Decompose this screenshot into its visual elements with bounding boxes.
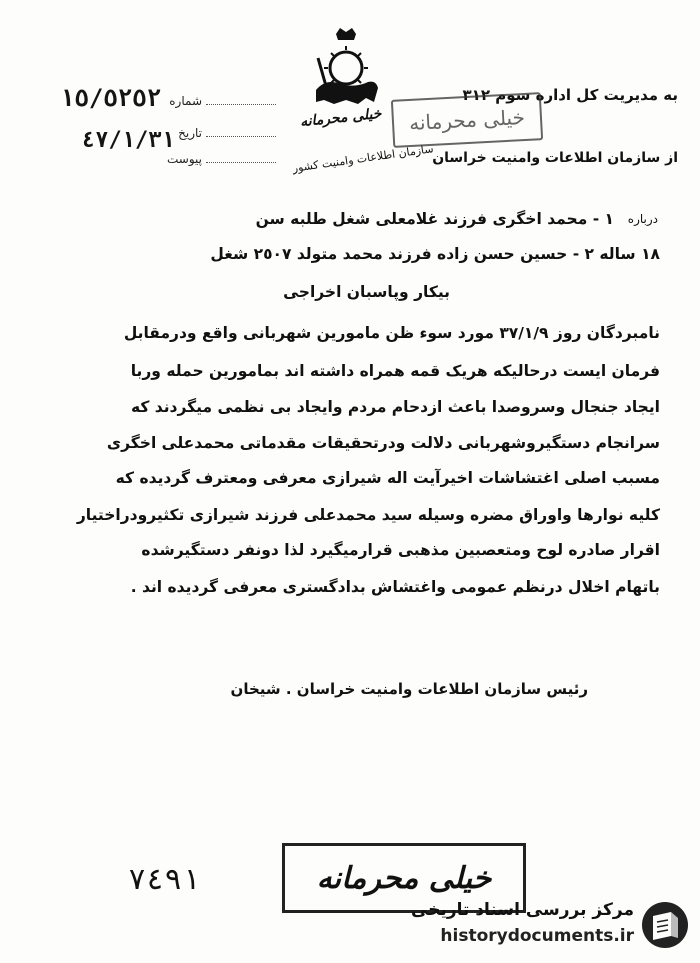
page-number: ٧٤٩١: [128, 862, 201, 897]
attach-dots: [206, 162, 276, 163]
lion-and-sun-emblem-icon: [306, 28, 386, 110]
department-line: به مدیریت کل اداره سوم ٣١٢: [462, 86, 678, 104]
date-label: تاریخ: [178, 126, 202, 140]
watermark: [411, 898, 690, 954]
watermark-url: historydocuments.ir: [440, 926, 634, 946]
handwritten-signature: خیلی محرمانه: [299, 105, 383, 131]
organization-line: از سازمان اطلاعات وامنیت خراسان: [432, 150, 678, 166]
attach-label: پیوست: [167, 152, 202, 166]
subject-line-1: ١ - محمد اخگری فرزند غلامعلی شغل طلبه سن: [255, 210, 614, 228]
body-line: نامبردگان روز ٣٧/١/٩ مورد سوء ظن مامورین شهربانی واقع ودرمقابل: [123, 324, 660, 342]
bottom-classification-stamp: خیلی محرمانه: [282, 843, 526, 913]
number-dots: [206, 104, 276, 105]
body-line: فرمان ایست درحالیکه هریک قمه همراه داشته اند بمامورین حمله وربا: [130, 362, 660, 380]
subject-label: درباره: [627, 212, 658, 226]
watermark-title: مرکز بررسی اسناد تاریخی: [411, 900, 634, 920]
body-line: ایجاد جنجال وسروصدا باعث ازدحام مردم وایجاد بی نظمی میگردند که: [130, 398, 660, 416]
top-classification-stamp: خیلی محرمانه: [391, 92, 543, 148]
number-label: شماره: [169, 94, 202, 108]
subject-line-2: ١٨ ساله ٢ - حسین حسن زاده فرزند محمد متولد ٢٥٠٧ شغل: [210, 245, 660, 263]
attach-row: [150, 152, 280, 166]
body-line: اقرار صادره لوح ومتعصبین مذهبی قرارمیگیرد لذا دونفر دستگیرشده: [141, 541, 660, 559]
archive-logo-icon: [640, 900, 690, 950]
closing-signature-line: رئیس سازمان اطلاعات وامنیت خراسان . شیخان: [230, 680, 588, 698]
number-row: [150, 94, 280, 108]
subject-line-3: بیکار وپاسبان اخراجی: [283, 283, 450, 301]
number-value: ١٥/٥٢٥٢: [60, 84, 162, 112]
body-line: باتهام اخلال درنظم عمومی واغتشاش بدادگستری معرفی گردیده اند .: [130, 578, 660, 596]
date-value: ٤٧/١/٣١: [82, 128, 175, 153]
body-line: کلیه نوارها واوراق مضره وسیله سید محمدعلی فرزند شیرازی تکثیرودراختیار: [76, 506, 660, 524]
body-line: سرانجام دستگیروشهربانی دلالت ودرتحقیقات مقدماتی محمدعلی اخگری: [106, 434, 660, 452]
date-dots: [206, 136, 276, 137]
sub-organization-note: سازمان اطلاعات وامنیت کشور: [291, 142, 435, 175]
body-line: مسبب اصلی اغتشاشات اخیرآیت اله شیرازی معرفی ومعترف گردیده که: [115, 469, 660, 487]
